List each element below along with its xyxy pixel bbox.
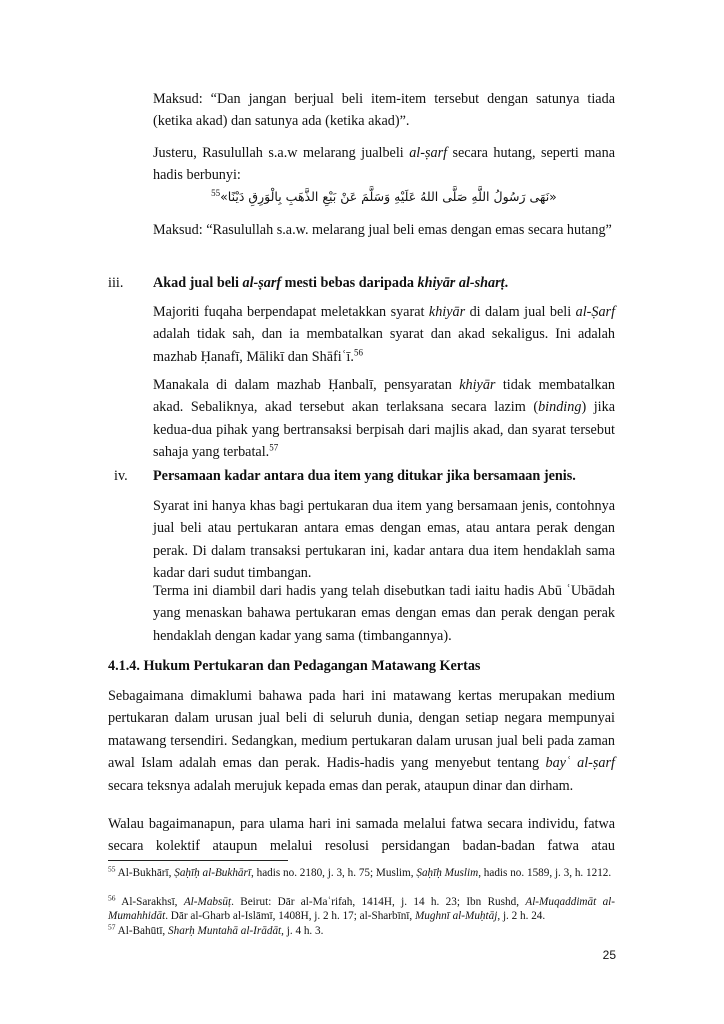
- text: Justeru, Rasulullah s.a.w melarang jualbeli: [153, 145, 410, 161]
- text: mesti bebas daripada: [281, 275, 418, 291]
- text: di dalam jual beli: [465, 304, 576, 320]
- italic-term: al-ṣarf: [242, 275, 282, 291]
- text: Al-Sarakhsī,: [115, 896, 184, 908]
- italic-title: Al-Mabsūṭ: [183, 896, 232, 908]
- text: .: [504, 275, 509, 291]
- footnote-ref-56: 56: [353, 347, 363, 358]
- list-item-heading-iii: [153, 272, 508, 294]
- arabic-hadith: [153, 186, 615, 208]
- italic-term: khiyār al-sharṭ: [417, 275, 505, 291]
- text: Sebagaimana dimaklumi bahawa pada hari ini matawang kertas merupakan medium pertukaran dalam urusan jual beli di seluruh dunia, dengan setiap negara mempunyai matawang tersendiri. Sedangkan, medium pertukaran dalam urusan jual beli pada zaman awal Islam adalah emas dan perak. Hadis-hadis yang menyebut tentang: [108, 688, 615, 772]
- list-number-iv: iv.: [114, 468, 128, 484]
- text: secara teksnya adalah merujuk kepada emas dan perak, ataupun dinar dan dirham.: [108, 777, 574, 794]
- footnote-56: [108, 895, 615, 924]
- italic-term: al-Ṣarf: [575, 304, 616, 320]
- italic-term: al-ṣarf: [409, 145, 448, 161]
- text: Al-Bahūtī,: [115, 925, 169, 937]
- list-number-iii: iii.: [108, 275, 124, 291]
- text: , j. 2 h. 24.: [497, 910, 546, 923]
- paragraph-maksud-2: [153, 219, 615, 241]
- paragraph-syarat: [153, 495, 615, 585]
- text: Al-Bukhārī,: [115, 867, 175, 879]
- text: , hadis no. 1589, j. 3, h. 1212.: [478, 867, 612, 879]
- italic-title: Al-Muqaddimāt al-Mumahhidāt: [108, 896, 615, 923]
- paragraph-terma: [153, 580, 615, 647]
- footnote-divider: [108, 860, 288, 861]
- footnote-55: [108, 866, 615, 880]
- italic-title: Sharḥ Muntahā al-Irādāt: [168, 925, 282, 937]
- paragraph-sebagaimana: [108, 685, 615, 797]
- text: Manakala di dalam mazhab Ḥanbalī, pensyaratan: [153, 377, 460, 393]
- paragraph-justeru: [153, 142, 615, 187]
- text: Maksud: “Dan jangan berjual beli item-item tersebut dengan satunya tiada (ketika akad) dan satunya ada (ketika akad)”.: [153, 91, 615, 130]
- text: Walau bagaimanapun, para ulama hari ini samada melalui fatwa secara individu, fatwa secara kolektif ataupun melalui resolusi persidangan badan-badan fatwa atau: [108, 816, 615, 855]
- footnote-number: 56: [108, 893, 116, 903]
- paragraph-maksud-1: [153, 88, 615, 133]
- italic-title: Mughnī al-Muḥtāj: [414, 910, 498, 923]
- paragraph-walau: [108, 813, 615, 858]
- paragraph-majoriti: [153, 301, 615, 368]
- text: ) jika kedua-dua pihak yang bertransaksi berpisah dari majlis akad, dan syarat tersebut sahaja yang terbatal.: [153, 399, 615, 461]
- text: Syarat ini hanya khas bagi pertukaran dua item yang bersamaan jenis, contohnya jual beli atau pertukaran antara emas dengan emas, atau antara perak dengan perak. Di dalam transaksi pertukaran ini, kadar antara dua item hendaklah sama kadar dari sudut timbangan.: [153, 498, 615, 582]
- text: Terma ini diambil dari hadis yang telah disebutkan tadi iaitu hadis Abū ʿUbādah yang menaskan bahawa pertukaran emas dengan emas dan perak dengan perak hendaklah dengan kadar yang sama (timbangannya).: [153, 583, 615, 644]
- italic-term: binding: [538, 399, 582, 416]
- paragraph-manakala: [153, 374, 615, 464]
- page-number: 25: [602, 948, 616, 962]
- arabic-text: «نَهَى رَسُولُ اللَّهِ صَلَّى اللهُ عَلَيْهِ وَسَلَّمَ عَنْ بَيْعِ الذَّهَبِ بِالْوَرِقِ دَيْنًا»: [220, 189, 557, 204]
- footnote-57: [108, 924, 615, 938]
- text: Maksud: “Rasulullah s.a.w. melarang jual beli emas dengan emas secara hutang”: [153, 222, 612, 238]
- footnote-number: 55: [108, 864, 116, 874]
- italic-term: khiyār: [428, 304, 466, 320]
- text: . Beirut: Dār al-Maʿrifah, 1414H, j. 14 h. 23; Ibn Rushd,: [231, 896, 526, 908]
- italic-title: Ṣaḥīḥ al-Bukhārī: [174, 867, 251, 879]
- italic-term: bayʿ al-ṣarf: [545, 755, 615, 772]
- footnote-ref-55: 55: [211, 187, 221, 198]
- section-heading: 4.1.4. Hukum Pertukaran dan Pedagangan Matawang Kertas: [108, 658, 481, 674]
- footnote-ref-57: 57: [269, 442, 279, 453]
- footnote-number: 57: [108, 922, 116, 932]
- italic-title: Ṣaḥīḥ Muslim: [416, 867, 479, 879]
- italic-term: khiyār: [459, 377, 496, 393]
- text: . Dār al-Gharb al-Islāmī, 1408H, j. 2 h. 17; al-Sharbīnī,: [165, 910, 415, 923]
- text: tidak membatalkan akad. Sebaliknya, akad tersebut akan terlaksana secara lazim (: [153, 377, 615, 416]
- list-item-heading-iv: Persamaan kadar antara dua item yang ditukar jika bersamaan jenis.: [153, 468, 576, 484]
- text: Majoriti fuqaha berpendapat meletakkan syarat: [153, 304, 429, 320]
- text: , hadis no. 2180, j. 3, h. 75; Muslim,: [251, 867, 417, 879]
- text: Akad jual beli: [153, 275, 243, 291]
- text: , j. 4 h. 3.: [281, 925, 324, 937]
- text: adalah tidak sah, dan ia membatalkan syarat dan akad sekaligus. Ini adalah mazhab Ḥanafī, Mālikī dan Shāfiʿī.: [153, 326, 615, 365]
- text: secara hutang, seperti mana hadis berbunyi:: [153, 145, 615, 184]
